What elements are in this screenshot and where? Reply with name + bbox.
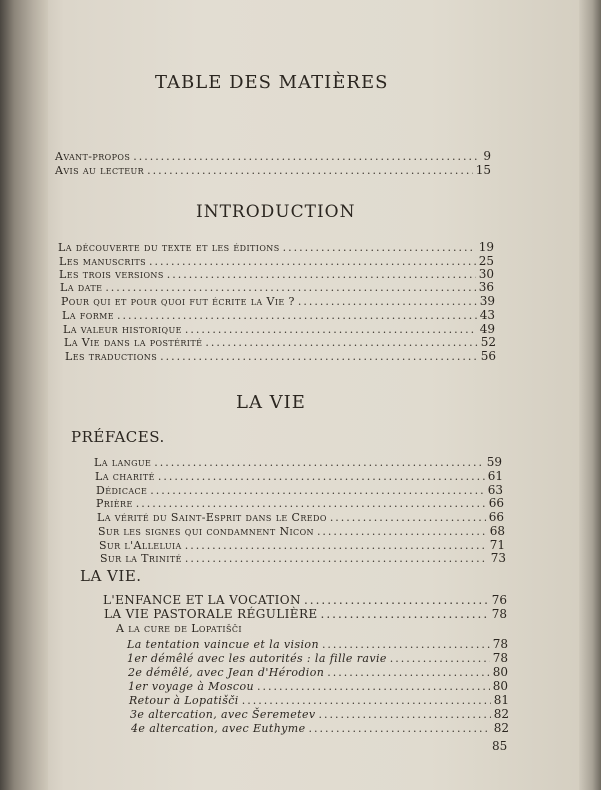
toc-page: 78 bbox=[491, 607, 507, 621]
toc-page: 78 bbox=[492, 651, 508, 665]
toc-row bbox=[98, 524, 505, 538]
leader-dots bbox=[304, 593, 489, 607]
toc-row bbox=[128, 679, 508, 693]
toc-page: 56 bbox=[480, 349, 496, 363]
toc-row bbox=[116, 622, 506, 635]
toc-label: La charité bbox=[95, 470, 155, 483]
toc-page: 15 bbox=[475, 163, 491, 177]
toc-label: LA VIE PASTORALE RÉGULIÈRE bbox=[104, 607, 318, 621]
toc-label: La date bbox=[60, 281, 103, 294]
leader-dots bbox=[147, 164, 473, 177]
toc-page: 59 bbox=[486, 455, 502, 469]
leader-dots bbox=[160, 350, 478, 363]
leader-dots bbox=[205, 336, 477, 349]
toc-label: 4e altercation, avec Euthyme bbox=[131, 722, 306, 735]
toc-page: 80 bbox=[492, 679, 508, 693]
toc-row bbox=[96, 483, 503, 497]
leader-dots bbox=[158, 470, 485, 483]
toc-label: A la cure de Lopatišči bbox=[116, 622, 242, 635]
toc-label: Dédicace bbox=[96, 484, 148, 497]
leader-dots bbox=[242, 694, 491, 707]
toc-row bbox=[62, 308, 495, 322]
leader-dots bbox=[298, 295, 477, 308]
toc-row bbox=[59, 254, 494, 268]
toc-page: 66 bbox=[488, 496, 504, 510]
toc-row bbox=[94, 455, 502, 469]
toc-row bbox=[104, 607, 507, 621]
subsection-heading-la-vie: LA VIE. bbox=[80, 567, 142, 585]
page-title: TABLE DES MATIÈRES bbox=[155, 72, 389, 93]
toc-page: 82 bbox=[493, 707, 509, 721]
toc-row bbox=[63, 322, 495, 336]
toc-page: 52 bbox=[480, 335, 496, 349]
toc-page: 25 bbox=[478, 254, 494, 268]
leader-dots bbox=[318, 708, 490, 721]
section-heading-la-vie: LA VIE bbox=[236, 392, 306, 413]
toc-row bbox=[103, 593, 507, 607]
toc-label: Sur la Trinité bbox=[100, 552, 182, 565]
toc-row bbox=[131, 721, 509, 735]
toc-row bbox=[65, 349, 496, 363]
toc-label: Les manuscrits bbox=[59, 255, 147, 268]
toc-label: Pour qui et pour quoi fut écrite la Vie ? bbox=[61, 295, 295, 308]
toc-label: Prière bbox=[96, 497, 133, 510]
toc-page: 71 bbox=[489, 538, 505, 552]
toc-label: Sur les signes qui condamnent Nicon bbox=[98, 525, 314, 538]
toc-row bbox=[129, 693, 509, 707]
toc-label: L'ENFANCE ET LA VOCATION bbox=[103, 593, 301, 607]
toc-row bbox=[96, 496, 504, 510]
toc-label: La langue bbox=[94, 456, 152, 469]
toc-label: 1er voyage à Moscou bbox=[128, 680, 254, 693]
toc-label: 1er démêlé avec les autorités : la fille ravie bbox=[127, 652, 387, 665]
toc-page: 78 bbox=[492, 637, 508, 651]
toc-label: Les traductions bbox=[65, 350, 158, 363]
toc-page: 81 bbox=[493, 693, 509, 707]
toc-row bbox=[60, 280, 494, 294]
toc-row bbox=[55, 163, 491, 177]
leader-dots bbox=[327, 666, 489, 679]
toc-page: 30 bbox=[478, 267, 494, 281]
toc-label: La vérité du Saint-Esprit dans le Credo bbox=[97, 511, 327, 524]
toc-page: 19 bbox=[478, 240, 494, 254]
toc-label: Sur l'Alleluia bbox=[99, 539, 182, 552]
toc-label: La Vie dans la postérité bbox=[64, 336, 203, 349]
leader-dots bbox=[321, 607, 489, 621]
toc-label: La tentation vaincue et la vision bbox=[127, 638, 319, 651]
leader-dots bbox=[283, 241, 476, 254]
toc-page: 80 bbox=[492, 665, 508, 679]
toc-page: 63 bbox=[487, 483, 503, 497]
leader-dots bbox=[154, 456, 483, 469]
toc-label: La valeur historique bbox=[63, 323, 182, 336]
toc-row bbox=[64, 335, 496, 349]
toc-page: 68 bbox=[489, 524, 505, 538]
toc-label: Avis au lecteur bbox=[55, 164, 145, 177]
toc-row bbox=[130, 707, 509, 721]
toc-page: 36 bbox=[478, 280, 494, 294]
leader-dots bbox=[390, 652, 490, 665]
toc-page: 39 bbox=[479, 294, 495, 308]
toc-page: 61 bbox=[487, 469, 503, 483]
leader-dots bbox=[317, 525, 487, 538]
toc-page: 85 bbox=[492, 739, 508, 753]
toc-row bbox=[95, 469, 503, 483]
leader-dots bbox=[117, 309, 477, 322]
toc-row bbox=[127, 651, 508, 665]
toc-row bbox=[55, 149, 491, 163]
toc-page: 49 bbox=[479, 322, 495, 336]
leader-dots bbox=[136, 497, 486, 510]
leader-dots bbox=[133, 150, 480, 163]
toc-label: La forme bbox=[62, 309, 114, 322]
toc-label: 3e altercation, avec Šeremetev bbox=[130, 708, 316, 721]
leader-dots bbox=[330, 511, 486, 524]
toc-row bbox=[127, 637, 508, 651]
subsection-heading-prefaces: PRÉFACES. bbox=[71, 428, 165, 446]
toc-row bbox=[97, 510, 504, 524]
toc-row bbox=[100, 551, 506, 565]
toc-page: 66 bbox=[488, 510, 504, 524]
toc-row bbox=[61, 294, 495, 308]
leader-dots bbox=[185, 552, 488, 565]
leader-dots bbox=[309, 722, 491, 735]
toc-row bbox=[59, 267, 494, 281]
toc-label: 2e démêlé, avec Jean d'Hérodion bbox=[128, 666, 325, 679]
leader-dots bbox=[322, 638, 490, 651]
toc-label: Retour à Lopatišči bbox=[129, 694, 239, 707]
toc-page: 76 bbox=[491, 593, 507, 607]
leader-dots bbox=[257, 680, 490, 693]
toc-page: 9 bbox=[483, 149, 491, 163]
toc-label: Les trois versions bbox=[59, 268, 164, 281]
toc-page: 82 bbox=[493, 721, 509, 735]
section-heading-introduction: INTRODUCTION bbox=[196, 202, 356, 222]
toc-page: 43 bbox=[479, 308, 495, 322]
toc-page: 73 bbox=[490, 551, 506, 565]
leader-dots bbox=[105, 281, 475, 294]
toc-label: La découverte du texte et les éditions bbox=[58, 241, 280, 254]
toc-label: Avant-propos bbox=[55, 150, 131, 163]
toc-row bbox=[58, 240, 494, 254]
toc-row bbox=[128, 665, 508, 679]
toc-row bbox=[99, 538, 505, 552]
